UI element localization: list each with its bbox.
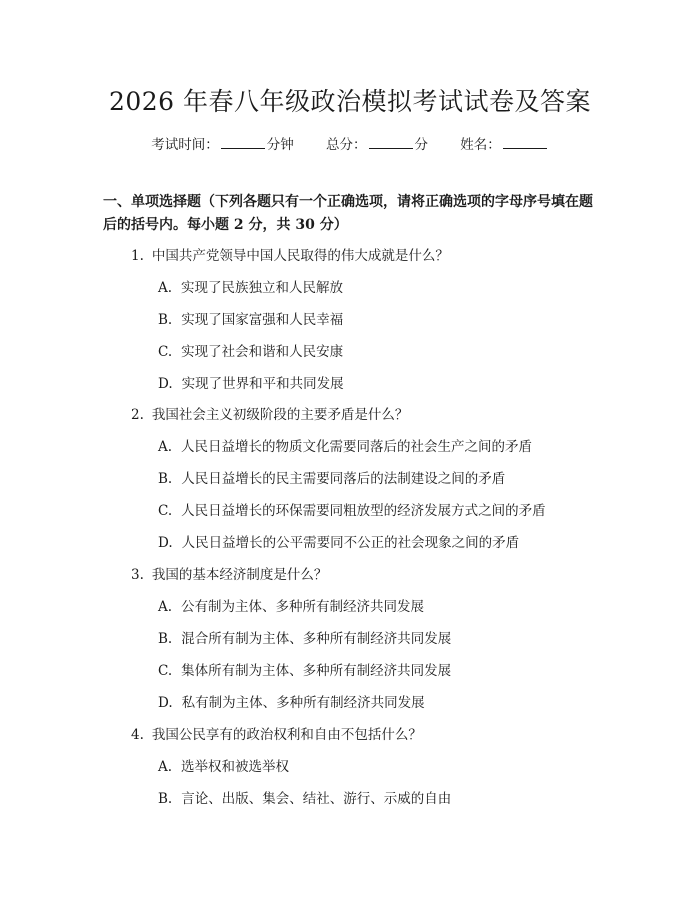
- question-number: 2.: [131, 407, 144, 423]
- option-letter: A.: [158, 599, 173, 615]
- option-text: 选举权和被选举权: [181, 759, 290, 775]
- option-letter: C.: [158, 344, 173, 360]
- option-letter: A.: [158, 280, 173, 296]
- option-text: 人民日益增长的环保需要同粗放型的经济发展方式之间的矛盾: [181, 503, 546, 519]
- option-text: 人民日益增长的物质文化需要同落后的社会生产之间的矛盾: [181, 439, 533, 455]
- question-text: 中国共产党领导中国人民取得的伟大成就是什么？: [151, 248, 449, 264]
- time-blank: [221, 136, 265, 149]
- question-number: 1.: [131, 248, 144, 264]
- question-1: [131, 244, 449, 264]
- option-text: 实现了民族独立和人民解放: [181, 280, 344, 296]
- question-2: [131, 403, 408, 423]
- option-text: 人民日益增长的公平需要同不公正的社会现象之间的矛盾: [181, 535, 520, 551]
- option-text: 集体所有制为主体、多种所有制经济共同发展: [181, 663, 452, 679]
- exam-time: [151, 137, 294, 153]
- option-2d: [158, 531, 519, 551]
- question-text: 我国社会主义初级阶段的主要矛盾是什么？: [151, 407, 409, 423]
- option-2c: [158, 499, 546, 519]
- option-letter: D.: [158, 376, 173, 392]
- time-unit: 分钟: [266, 137, 294, 153]
- option-1a: [158, 276, 343, 296]
- time-label: 考试时间：: [151, 137, 219, 153]
- option-letter: C.: [158, 503, 173, 519]
- option-3c: [158, 659, 451, 679]
- option-3a: [158, 595, 424, 615]
- option-letter: C.: [158, 663, 173, 679]
- question-number: 3.: [131, 567, 144, 583]
- option-3b: [158, 627, 451, 647]
- option-text: 私有制为主体、多种所有制经济共同发展: [181, 695, 425, 711]
- question-text: 我国公民享有的政治权利和自由不包括什么？: [151, 727, 422, 743]
- option-1c: [158, 340, 343, 360]
- option-letter: A.: [158, 439, 173, 455]
- page-title: 2026 年春八年级政治模拟考试试卷及答案: [108, 87, 592, 116]
- option-4b: [158, 787, 451, 807]
- score-blank: [369, 136, 413, 149]
- option-text: 人民日益增长的民主需要同落后的法制建设之间的矛盾: [181, 471, 506, 487]
- option-text: 实现了社会和谐和人民安康: [181, 344, 344, 360]
- option-letter: B.: [158, 631, 173, 647]
- option-letter: B.: [158, 791, 173, 807]
- option-text: 实现了国家富强和人民幸福: [181, 312, 344, 328]
- question-4: [131, 723, 422, 743]
- name-blank: [503, 136, 547, 149]
- option-text: 公有制为主体、多种所有制经济共同发展: [181, 599, 425, 615]
- question-3: [131, 563, 327, 583]
- student-name: [460, 137, 549, 153]
- exam-meta: [0, 133, 700, 153]
- option-text: 言论、出版、集会、结社、游行、示威的自由: [181, 791, 452, 807]
- option-letter: B.: [158, 471, 173, 487]
- option-2a: [158, 435, 532, 455]
- option-letter: D.: [158, 535, 173, 551]
- option-letter: D.: [158, 695, 173, 711]
- option-1b: [158, 308, 343, 328]
- option-text: 混合所有制为主体、多种所有制经济共同发展: [181, 631, 452, 647]
- option-letter: A.: [158, 759, 173, 775]
- section-heading: 一、单项选择题（下列各题只有一个正确选项，请将正确选项的字母序号填在题后的括号内。每小题 2 分，共 30 分）: [103, 194, 593, 233]
- option-letter: B.: [158, 312, 173, 328]
- option-2b: [158, 467, 505, 487]
- option-3d: [158, 691, 425, 711]
- question-text: 我国的基本经济制度是什么？: [151, 567, 328, 583]
- name-label: 姓名：: [460, 137, 501, 153]
- total-score: [326, 137, 428, 153]
- score-label: 总分：: [326, 137, 367, 153]
- option-1d: [158, 372, 344, 392]
- option-4a: [158, 755, 289, 775]
- question-number: 4.: [131, 727, 144, 743]
- score-unit: 分: [414, 137, 428, 153]
- option-text: 实现了世界和平和共同发展: [181, 376, 344, 392]
